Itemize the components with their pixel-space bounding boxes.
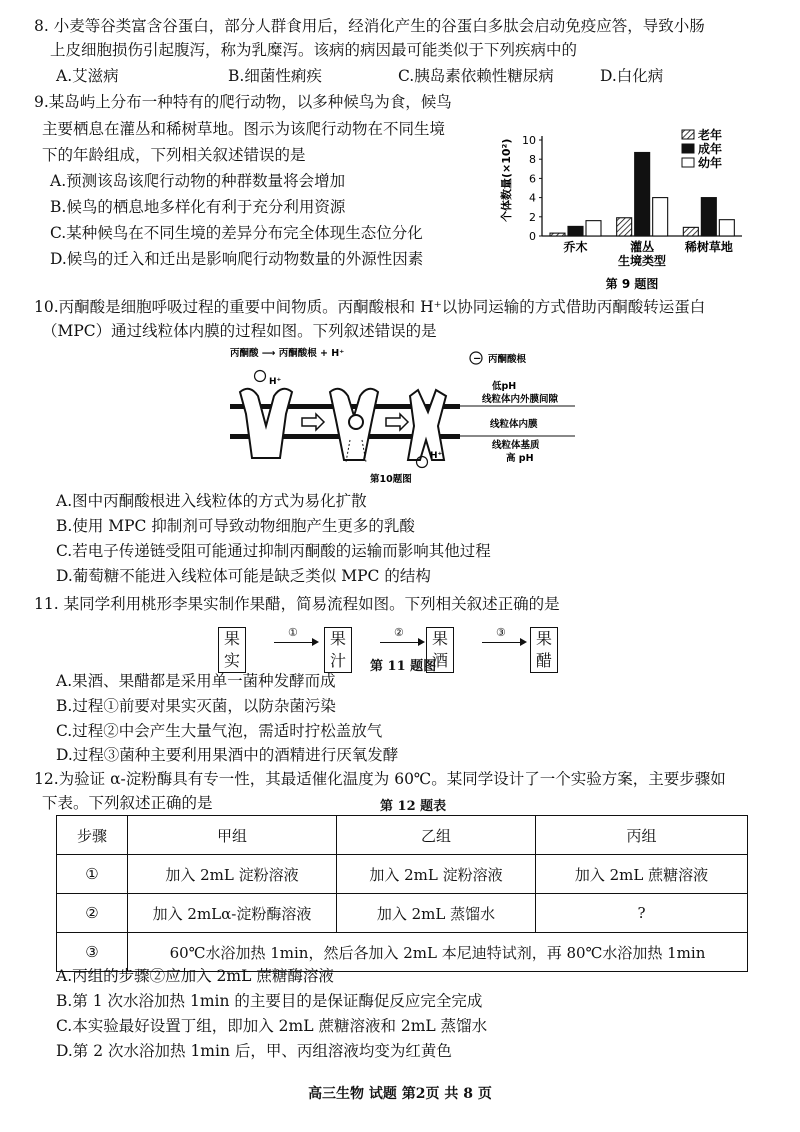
q8-stem-line2: 上皮细胞损伤引起腹泻，称为乳糜泻。该病的病因最可能类似于下列疾病中的 [50, 41, 578, 59]
q10-transporter-2 [330, 389, 378, 460]
table-cell: 加入 2mL 蔗糖溶液 [536, 855, 748, 894]
q11-flow-juice: 果汁 [324, 627, 352, 673]
table-cell: 加入 2mLα-淀粉酶溶液 [128, 894, 337, 933]
table-cell: 加入 2mL 蒸馏水 [337, 894, 536, 933]
q10-option-d: D.葡萄糖不能进入线粒体可能是缺乏类似 MPC 的结构 [56, 567, 431, 585]
table-header-row [57, 816, 748, 855]
table-header-cell: 甲组 [128, 816, 337, 855]
q10-inner-membrane-label: 线粒体内膜 [490, 419, 538, 430]
bar-幼年 [719, 220, 734, 236]
q11-option-a: A.果酒、果醋都是采用单一菌种发酵而成 [56, 672, 336, 690]
q11-step-2: ② [394, 626, 404, 639]
q9-bar-chart [496, 126, 782, 294]
q12-stem-line2: 下表。下列叙述正确的是 [42, 794, 213, 812]
q10-arrow-2-icon [386, 414, 408, 430]
y-axis-label: 个体数量(×10²) [500, 138, 513, 222]
q9-stem-line1: 9.某岛屿上分布一种特有的爬行动物，以多种候鸟为食，候鸟 [34, 93, 452, 111]
y-tick-label: 0 [529, 230, 536, 243]
bar-老年 [617, 218, 632, 236]
x-axis-label: 生境类型 [617, 254, 667, 268]
q12-stem-line1: 12.为验证 α-淀粉酶具有专一性，其最适催化温度为 60℃。某同学设计了一个实验方案，主要步骤如 [34, 770, 726, 788]
q10-option-a: A.图中丙酮酸根进入线粒体的方式为易化扩散 [56, 492, 367, 510]
bar-成年 [701, 198, 716, 236]
x-tick-label: 乔木 [563, 240, 588, 254]
q9-option-c: C.某种候鸟在不同生境的差异分布完全体现生态位分化 [50, 224, 423, 242]
table-header-cell: 步骤 [57, 816, 128, 855]
q12-option-c: C.本实验最好设置丁组，即加入 2mL 蔗糖溶液和 2mL 蒸馏水 [56, 1017, 488, 1035]
q8-option-b: B.细菌性痢疾 [228, 67, 322, 85]
q9-option-b: B.候鸟的栖息地多样化有利于充分利用资源 [50, 198, 346, 216]
q11-option-b: B.过程①前要对果实灭菌，以防杂菌污染 [56, 697, 336, 715]
q9-stem-line3: 下的年龄组成，下列相关叙述错误的是 [42, 146, 306, 164]
bar-成年 [568, 226, 583, 236]
q10-transporter-3 [408, 390, 446, 460]
table-row [57, 894, 748, 933]
page-footer: 高三生物 试题 第2页 共 8 页 [308, 1086, 492, 1102]
q12-caption: 第 12 题表 [380, 799, 447, 814]
legend-label: 幼年 [698, 156, 723, 170]
q10-figure-caption: 第10题图 [370, 474, 412, 484]
x-tick-label: 稀树草地 [684, 240, 733, 254]
q10-top-reaction: 丙酮酸 ⟶ 丙酮酸根 + H⁺ [230, 348, 345, 359]
q11-flow-vinegar: 果醋 [530, 627, 558, 673]
q12-option-a: A.丙组的步骤②应加入 2mL 蔗糖酶溶液 [56, 967, 334, 985]
table-row [57, 855, 748, 894]
chart-title: 第 9 题图 [605, 277, 659, 291]
legend-label: 成年 [698, 142, 723, 156]
q10-matrix-label: 线粒体基质 [492, 440, 540, 451]
q11-option-d: D.过程③菌种主要利用果酒中的酒精进行厌氧发酵 [56, 746, 399, 764]
q11-arrow-3 [482, 626, 528, 650]
q11-step-3: ③ [496, 626, 506, 639]
y-tick-label: 4 [529, 191, 536, 205]
q11-caption: 第 11 题图 [370, 659, 437, 674]
bar-老年 [683, 227, 698, 236]
q10-legend-symbol: − [473, 353, 482, 365]
bar-老年 [550, 233, 565, 236]
table-cell: ? [536, 894, 748, 933]
q11-flow-wine: 果酒 [426, 627, 454, 673]
legend-swatch [682, 158, 694, 167]
table-cell: ② [57, 894, 128, 933]
q12-option-b: B.第 1 次水浴加热 1min 的主要目的是保证酶促反应完全完成 [56, 992, 483, 1010]
q10-stem-line1: 10.丙酮酸是细胞呼吸过程的重要中间物质。丙酮酸根和 H⁺以协同运输的方式借助丙酮酸转运蛋白 [34, 298, 706, 316]
q11-stem: 11. 某同学利用桃形李果实制作果醋，简易流程如图。下列相关叙述正确的是 [34, 595, 560, 613]
q8-stem-line1: 8. 小麦等谷类富含谷蛋白，部分人群食用后，经消化产生的谷蛋白多肽会启动免疫应答，导致小肠 [34, 17, 705, 35]
q10-mpc-figure [220, 344, 600, 484]
q8-option-a: A.艾滋病 [56, 67, 119, 85]
q11-option-c: C.过程②中会产生大量气泡，需适时拧松盖放气 [56, 722, 383, 740]
bar-幼年 [653, 198, 668, 236]
q10-h-plus-top: H⁺ [269, 377, 282, 387]
bar-幼年 [586, 221, 601, 236]
bar-成年 [635, 152, 650, 236]
q9-stem-line2: 主要栖息在灌丛和稀树草地。图示为该爬行动物在不同生境 [42, 120, 446, 138]
q10-intermembrane-label: 线粒体内外膜间隙 [482, 394, 559, 405]
q10-transporter-1 [240, 389, 292, 458]
legend-swatch [682, 144, 694, 153]
q10-h-plus-bottom: H⁺ [430, 451, 443, 461]
legend-label: 老年 [698, 128, 723, 142]
q10-option-c: C.若电子传递链受阻可能通过抑制丙酮酸的运输而影响其他过程 [56, 542, 491, 560]
q10-legend-label: 丙酮酸根 [488, 354, 527, 365]
table-cell: ③ [57, 933, 128, 972]
q11-arrow-2 [380, 626, 426, 650]
table-header-cell: 丙组 [536, 816, 748, 855]
q12-table [56, 815, 748, 972]
y-tick-label: 6 [529, 172, 536, 186]
q12-option-d: D.第 2 次水浴加热 1min 后，甲、丙组溶液均变为红黄色 [56, 1042, 452, 1060]
q10-low-ph: 低pH [492, 381, 517, 392]
q10-high-ph: 高 pH [506, 453, 534, 464]
q9-option-d: D.候鸟的迁入和迁出是影响爬行动物数量的外源性因素 [50, 250, 424, 268]
q10-stem-line2: （MPC）通过线粒体内膜的过程如图。下列叙述错误的是 [42, 322, 437, 340]
q11-flow-fruit: 果实 [218, 627, 246, 673]
q11-arrow-1 [274, 626, 320, 650]
q10-ion-bottom-icon [417, 457, 428, 468]
legend-swatch [682, 130, 694, 139]
y-tick-label: 8 [529, 153, 536, 167]
table-cell: ① [57, 855, 128, 894]
table-cell: 加入 2mL 淀粉溶液 [128, 855, 337, 894]
q9-option-a: A.预测该岛该爬行动物的种群数量将会增加 [50, 172, 346, 190]
q10-ion-top-icon [255, 371, 266, 382]
table-cell: 加入 2mL 淀粉溶液 [337, 855, 536, 894]
q8-option-d: D.白化病 [600, 67, 664, 85]
q10-arrow-1-icon [302, 414, 324, 430]
y-tick-label: 2 [529, 210, 536, 224]
q10-option-b: B.使用 MPC 抑制剂可导致动物细胞产生更多的乳酸 [56, 517, 415, 535]
table-cell: 60℃水浴加热 1min，然后各加入 2mL 本尼迪特试剂，再 80℃水浴加热 1min [128, 933, 748, 972]
x-tick-label: 灌丛 [630, 240, 655, 254]
q8-option-c: C.胰岛素依赖性糖尿病 [398, 67, 554, 85]
q11-step-1: ① [288, 626, 298, 639]
y-tick-label: 10 [522, 134, 536, 147]
table-header-cell: 乙组 [337, 816, 536, 855]
